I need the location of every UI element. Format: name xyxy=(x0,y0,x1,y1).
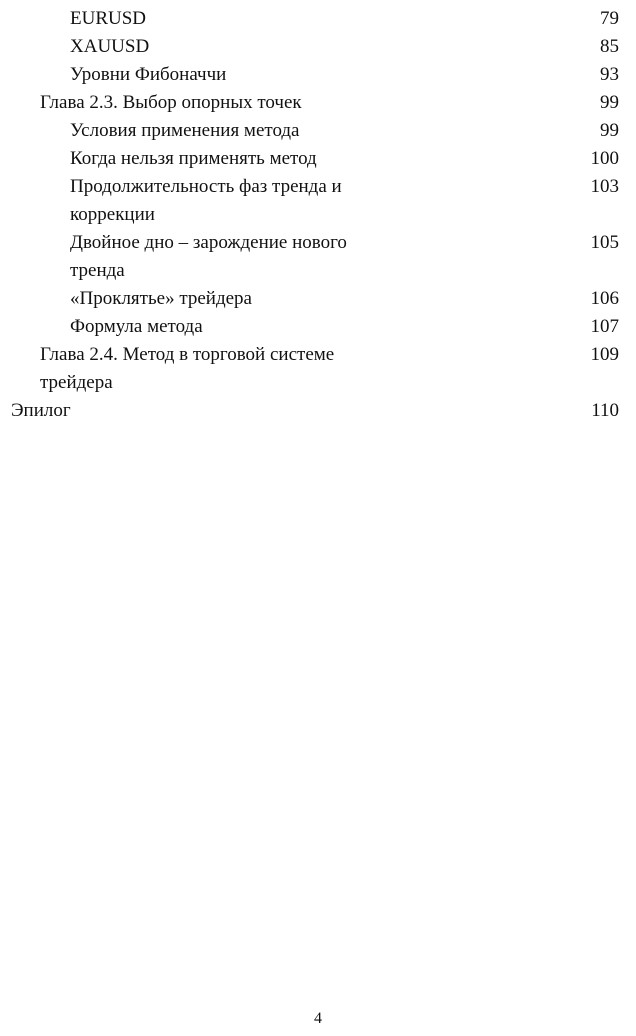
toc-entry-title: Эпилог xyxy=(11,400,71,421)
toc-entry-title: Глава 2.4. Метод в торговой системе трейдера xyxy=(40,344,335,393)
toc-chapter-entry[interactable] xyxy=(0,341,636,397)
toc-entry[interactable] xyxy=(0,285,636,313)
toc-entry-page: 106 xyxy=(590,288,619,309)
toc-entry-title: Продолжительность фаз тренда и коррекции xyxy=(70,176,342,225)
toc-entry-title: EURUSD xyxy=(70,8,147,29)
toc-entry[interactable] xyxy=(0,33,636,61)
toc-entry[interactable] xyxy=(0,313,636,341)
toc-entry-title: XAUUSD xyxy=(70,36,150,57)
toc-entry-page: 105 xyxy=(590,232,619,253)
table-of-contents xyxy=(0,5,636,425)
toc-entry-page: 93 xyxy=(600,64,619,85)
toc-entry-page: 110 xyxy=(591,400,619,421)
toc-entry[interactable] xyxy=(0,61,636,89)
toc-entry-page: 99 xyxy=(600,92,619,113)
toc-entry[interactable] xyxy=(0,5,636,33)
toc-entry-page: 107 xyxy=(590,316,619,337)
toc-chapter-entry[interactable] xyxy=(0,89,636,117)
toc-entry-page: 100 xyxy=(590,148,619,169)
toc-entry[interactable] xyxy=(0,117,636,145)
toc-entry-title: Когда нельзя применять метод xyxy=(70,148,317,169)
toc-entry-page: 109 xyxy=(590,344,619,365)
toc-section-entry[interactable] xyxy=(0,397,636,425)
toc-entry-title: «Проклятье» трейдера xyxy=(70,288,252,309)
toc-entry[interactable] xyxy=(0,145,636,173)
toc-entry-title: Формула метода xyxy=(70,316,203,337)
toc-entry-title: Условия применения метода xyxy=(70,120,300,141)
toc-entry-page: 99 xyxy=(600,120,619,141)
toc-entry-title: Двойное дно – зарождение нового тренда xyxy=(70,232,347,281)
toc-entry-page: 85 xyxy=(600,36,619,57)
toc-entry[interactable] xyxy=(0,229,636,285)
toc-entry-title: Глава 2.3. Выбор опорных точек xyxy=(40,92,302,113)
toc-entry-title: Уровни Фибоначчи xyxy=(70,64,227,85)
toc-entry-page: 79 xyxy=(600,8,619,29)
page-number: 4 xyxy=(314,1010,322,1027)
toc-entry-page: 103 xyxy=(590,176,619,197)
toc-entry[interactable] xyxy=(0,173,636,229)
